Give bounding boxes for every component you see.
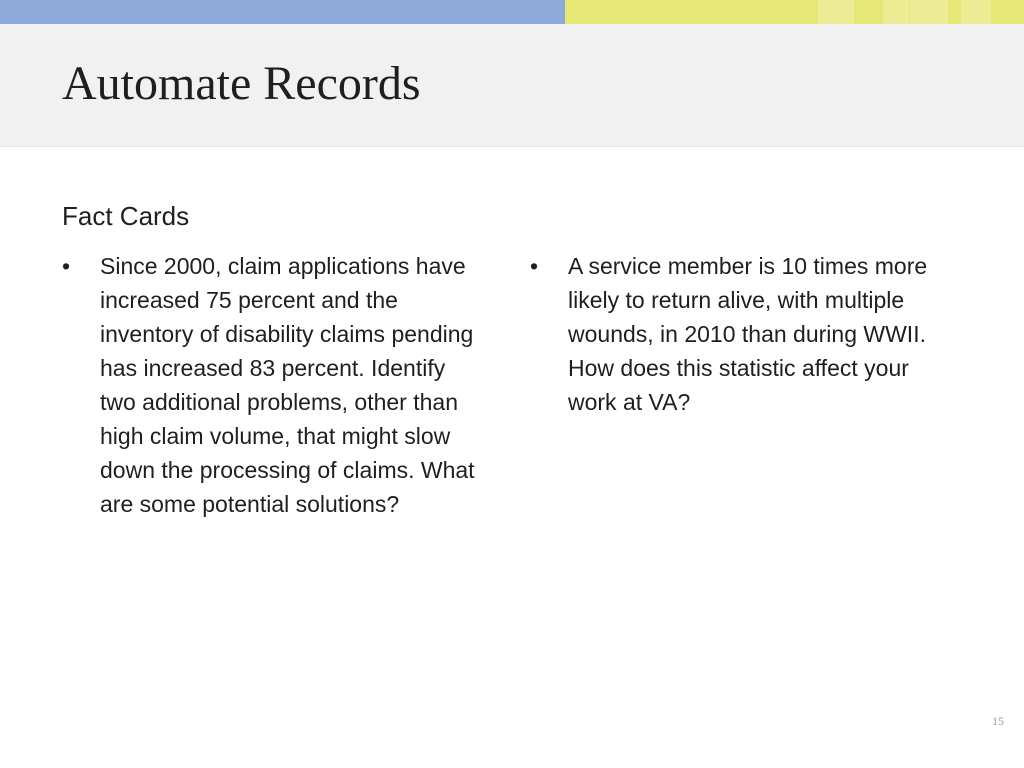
bullet-text: Since 2000, claim applications have increased 75 percent and the inventory of disability claims pending has increased 83 percent. Identify two additional problems, other than high claim volume, that might slow down the processing of claims. What are some potential solutions? — [100, 253, 475, 517]
accent-stripe — [883, 0, 909, 24]
bullet-text: A service member is 10 times more likely to return alive, with multiple wounds, in 2010 than during WWII. How does this statistic affect your work at VA? — [568, 253, 928, 415]
right-column-bullets — [530, 249, 950, 419]
top-accent-bar-blue — [0, 0, 565, 24]
top-accent-bar-green — [565, 0, 1024, 24]
bullet-glyph: • — [62, 253, 71, 279]
accent-stripe — [818, 0, 854, 24]
slide-subtitle: Fact Cards — [62, 201, 190, 231]
bullet-item — [530, 249, 950, 419]
bullet-item — [62, 249, 482, 521]
left-column-bullets — [62, 249, 482, 521]
slide-title: Automate Records — [62, 57, 421, 110]
accent-stripe — [961, 0, 991, 24]
accent-stripe — [910, 0, 948, 24]
page-number: 15 — [992, 714, 1004, 728]
bullet-glyph: • — [530, 253, 539, 279]
